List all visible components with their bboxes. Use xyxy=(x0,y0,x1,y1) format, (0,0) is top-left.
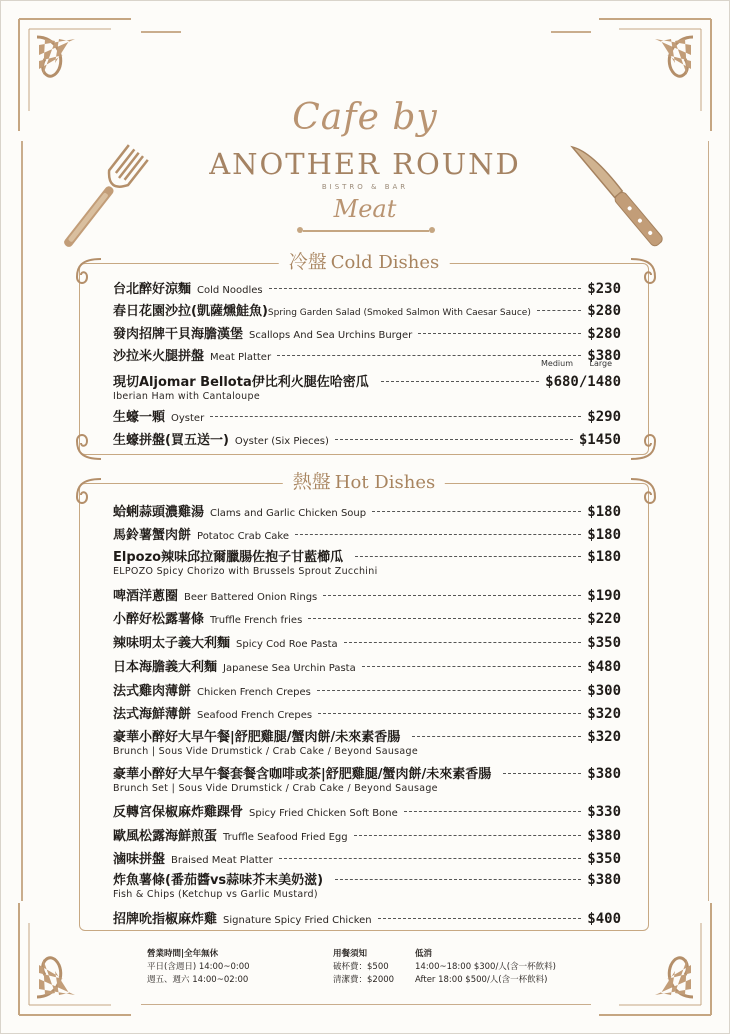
minimum-line: After 18:00 $500/人(含一杯飲料) xyxy=(415,975,548,985)
menu-category: Meat xyxy=(333,195,397,223)
leader-dots xyxy=(335,439,573,440)
notes-line: 清潔費：$2000 xyxy=(333,975,395,985)
item-name-zh: 炸魚薯條(番茄醬vs蒜味芥末美奶滋) xyxy=(113,873,324,888)
item-name-en: Truffle French fries xyxy=(210,615,303,626)
leader-dots xyxy=(354,835,582,836)
item-name-en: Cold Noodles xyxy=(197,285,263,296)
item-name-en: Signature Spicy Fried Chicken xyxy=(223,915,372,926)
menu-item xyxy=(113,585,621,604)
item-name-en: Meat Platter xyxy=(210,352,272,363)
brand-name: ANOTHER ROUND xyxy=(209,147,521,181)
item-name-zh: 日本海膽義大利麵 xyxy=(113,660,218,675)
size-labels: Medium Large xyxy=(541,359,613,368)
item-name-en: Oyster xyxy=(171,413,205,424)
scroll-ornament xyxy=(625,253,661,289)
menu-item xyxy=(113,608,621,627)
item-name-en: Potatoc Crab Cake xyxy=(197,531,290,542)
frame-line xyxy=(708,141,710,901)
item-name-zh: 小醉好松露薯條 xyxy=(113,612,205,627)
leader-dots xyxy=(404,811,582,812)
item-name-zh: 現切Aljomar Bellota伊比利火腿佐哈密瓜 xyxy=(113,375,369,390)
section-title-cold xyxy=(279,247,450,274)
menu-item xyxy=(113,801,621,820)
section-title-zh: 熱盤 xyxy=(292,471,331,493)
item-name-en: Chicken French Crepes xyxy=(197,687,311,698)
menu-item xyxy=(113,763,621,794)
item-name-zh: 啤酒洋蔥圈 xyxy=(113,589,179,604)
leader-dots xyxy=(537,310,581,311)
item-name-zh: 法式海鮮薄餅 xyxy=(113,707,192,722)
leader-dots xyxy=(381,381,539,382)
hours-title: 營業時間|全年無休 xyxy=(147,949,219,959)
notes-title: 用餐須知 xyxy=(333,949,368,959)
menu-item xyxy=(113,501,621,520)
leader-dots xyxy=(308,618,581,619)
scroll-ornament xyxy=(71,429,107,465)
menu-item xyxy=(113,848,621,867)
item-price: $350 xyxy=(587,635,621,651)
item-name-en: Seafood French Crepes xyxy=(197,710,313,721)
leader-dots xyxy=(378,918,582,919)
menu-item xyxy=(113,726,621,757)
item-name-en: Japanese Sea Urchin Pasta xyxy=(223,663,356,674)
item-price: $480 xyxy=(587,659,621,675)
frame-line xyxy=(21,141,23,901)
item-name-zh: 反轉宮保椒麻炸雞踝骨 xyxy=(113,805,244,820)
item-price: $180 xyxy=(587,527,621,543)
item-price: $190 xyxy=(587,588,621,604)
item-name-en: Braised Meat Platter xyxy=(171,855,273,866)
item-name-zh: 招牌吮指椒麻炸雞 xyxy=(113,912,218,927)
item-subtitle: Brunch | Sous Vide Drumstick / Crab Cake / Beyond Sausage xyxy=(113,746,418,757)
footer-minimum xyxy=(415,948,556,987)
hours-line: 平日(含週日) 14:00~0:00 xyxy=(147,962,250,972)
item-price: $290 xyxy=(587,409,621,425)
item-price: $220 xyxy=(587,611,621,627)
menu-item xyxy=(113,371,621,402)
menu-item xyxy=(113,546,621,577)
item-price: $350 xyxy=(587,851,621,867)
section-title-en: Cold Dishes xyxy=(330,252,440,273)
item-price: $180 xyxy=(587,549,621,565)
scroll-ornament xyxy=(71,473,107,509)
item-name-zh: 春日花園沙拉(凱薩燻鮭魚) xyxy=(113,304,268,319)
item-name-zh: 豪華小醉好大早午餐套餐含咖啡或茶|舒肥雞腿/蟹肉餅/未來素香腸 xyxy=(113,767,492,782)
leader-dots xyxy=(318,713,581,714)
frame-line xyxy=(141,31,181,33)
item-name-en: Oyster (Six Pieces) xyxy=(234,436,329,447)
section-title-hot xyxy=(283,467,445,494)
item-name-zh: 沙拉米火腿拼盤 xyxy=(113,349,205,364)
item-subtitle: Fish & Chips (Ketchup vs Garlic Mustard) xyxy=(113,889,318,900)
leader-dots xyxy=(372,511,581,512)
leader-dots xyxy=(503,773,581,774)
leader-dots xyxy=(418,333,581,334)
item-name-en: Scallops And Sea Urchins Burger xyxy=(249,330,413,341)
footer-notes xyxy=(333,948,394,987)
item-name-zh: 生蠔一顆 xyxy=(113,410,166,425)
menu-item xyxy=(113,908,621,927)
item-name-zh: 法式雞肉薄餅 xyxy=(113,684,192,699)
footer-hours xyxy=(147,948,250,987)
scroll-ornament xyxy=(625,473,661,509)
menu-item xyxy=(113,429,621,448)
fork-icon xyxy=(49,133,159,263)
item-name-zh: 滷味拼盤 xyxy=(113,852,166,867)
item-price: $1450 xyxy=(578,432,621,448)
menu-item xyxy=(113,524,621,543)
minimum-line: 14:00~18:00 $300/人(含一杯飲料) xyxy=(415,962,556,972)
menu-item xyxy=(113,680,621,699)
item-name-en: Spicy Cod Roe Pasta xyxy=(236,639,338,650)
item-name-zh: 歐風松露海鮮煎蛋 xyxy=(113,829,218,844)
item-price: $320 xyxy=(587,706,621,722)
leader-dots xyxy=(317,690,581,691)
item-price: $330 xyxy=(587,804,621,820)
leader-dots xyxy=(412,736,581,737)
brand-script: Cafe by xyxy=(292,97,438,138)
item-name-zh: 辣味明太子義大利麵 xyxy=(113,636,231,651)
frame-line xyxy=(141,1004,591,1006)
item-price: $680/1480 xyxy=(545,374,621,390)
scroll-ornament xyxy=(71,253,107,289)
section-title-zh: 冷盤 xyxy=(288,251,327,273)
menu-item xyxy=(113,656,621,675)
item-subtitle: Brunch Set | Sous Vide Drumstick / Crab Cake / Beyond Sausage xyxy=(113,783,438,794)
item-price: $230 xyxy=(587,281,621,297)
leader-dots xyxy=(362,666,582,667)
menu-item xyxy=(113,825,621,844)
item-name-en: Truffle Seafood Fried Egg xyxy=(223,832,348,843)
item-name-en: Spicy Fried Chicken Soft Bone xyxy=(249,808,398,819)
menu-item xyxy=(113,345,621,364)
leader-dots xyxy=(295,534,581,535)
item-name-zh: 台北醉好涼麵 xyxy=(113,282,192,297)
leader-dots xyxy=(344,642,582,643)
item-name-zh: 豪華小醉好大早午餐|舒肥雞腿/蟹肉餅/未來素香腸 xyxy=(113,730,401,745)
item-name-zh: 蛤蜊蒜頭濃雞湯 xyxy=(113,505,205,520)
menu-item xyxy=(113,632,621,651)
item-subtitle: ELPOZO Spicy Chorizo with Brussels Sprout Zucchini xyxy=(113,566,378,577)
item-name-zh: 馬鈴薯蟹肉餅 xyxy=(113,528,192,543)
item-name-en: Beer Battered Onion Rings xyxy=(184,592,318,603)
category-rule xyxy=(303,230,429,232)
minimum-title: 低消 xyxy=(415,949,433,959)
item-price: $380 xyxy=(587,348,621,364)
section-title-en: Hot Dishes xyxy=(334,472,436,493)
frame-line xyxy=(551,31,591,33)
menu-item xyxy=(113,300,621,319)
leader-dots xyxy=(335,879,581,880)
item-price: $280 xyxy=(587,303,621,319)
item-price: $280 xyxy=(587,326,621,342)
item-name-zh: 發肉招牌干貝海膽漢堡 xyxy=(113,327,244,342)
menu-item xyxy=(113,703,621,722)
item-name-en: Clams and Garlic Chicken Soup xyxy=(210,508,367,519)
leader-dots xyxy=(210,416,581,417)
item-price: $180 xyxy=(587,504,621,520)
item-price: $320 xyxy=(587,729,621,745)
item-price: $300 xyxy=(587,683,621,699)
menu-item xyxy=(113,278,621,297)
item-price: $400 xyxy=(587,911,621,927)
item-price: $380 xyxy=(587,828,621,844)
item-name-en: Spring Garden Salad (Smoked Salmon With Caesar Sauce) xyxy=(267,308,531,318)
scroll-ornament xyxy=(625,429,661,465)
leader-dots xyxy=(323,595,581,596)
knife-icon xyxy=(555,123,685,263)
leader-dots xyxy=(355,556,581,557)
item-price: $380 xyxy=(587,872,621,888)
notes-line: 破杯費：$500 xyxy=(333,962,389,972)
menu-item xyxy=(113,323,621,342)
brand-tagline: BISTRO & BAR xyxy=(321,183,409,191)
item-subtitle: Iberian Ham with Cantaloupe xyxy=(113,391,260,402)
leader-dots xyxy=(279,858,581,859)
item-name-zh: 生蠔拼盤(買五送一) xyxy=(113,433,229,448)
leader-dots xyxy=(277,355,581,356)
menu-item xyxy=(113,869,621,900)
item-name-zh: Elpozo辣味邱拉爾臘腸佐抱子甘藍櫛瓜 xyxy=(113,550,344,565)
menu-item xyxy=(113,406,621,425)
leader-dots xyxy=(269,288,582,289)
hours-line: 週五、週六 14:00~02:00 xyxy=(147,975,249,985)
item-price: $380 xyxy=(587,766,621,782)
